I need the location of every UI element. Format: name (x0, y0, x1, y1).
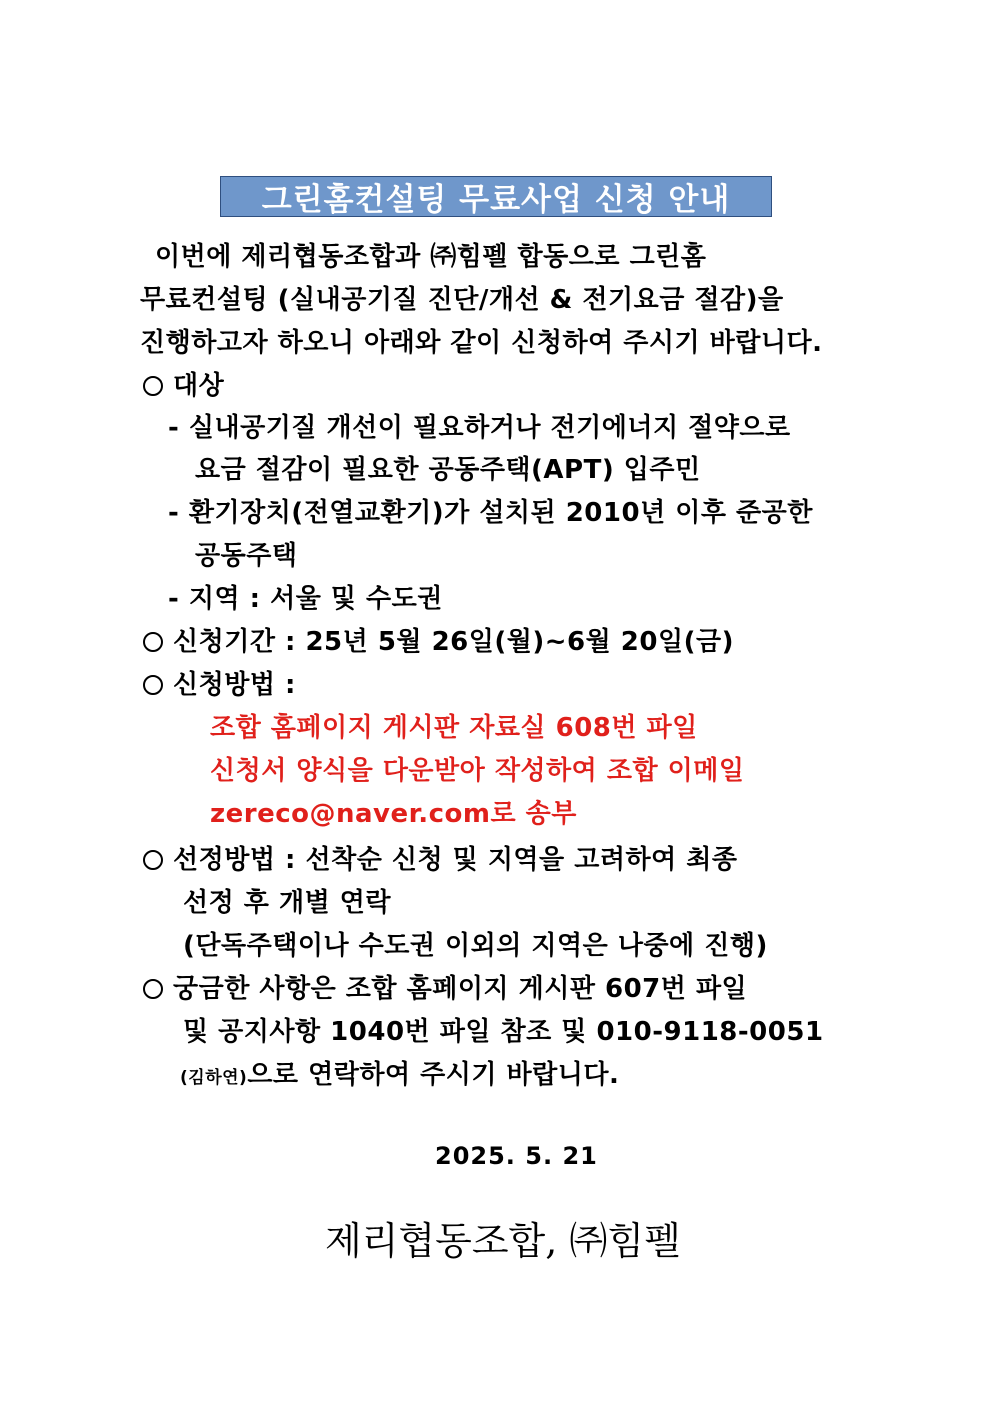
selection-heading: 선정방법 : 선착순 신청 및 지역을 고려하여 최종 (143, 845, 737, 875)
target-item-2: - 환기장치(전열교환기)가 설치된 2010년 이후 준공한 (168, 498, 813, 528)
circle-bullet-icon (143, 675, 163, 695)
signature: 제리협동조합, ㈜힘펠 (325, 1219, 681, 1263)
circle-bullet-icon (143, 632, 163, 652)
method-line-1: 조합 홈페이지 게시판 자료실 608번 파일 (210, 713, 698, 743)
contact-name: (김하연) (180, 1068, 248, 1088)
method-email-line: zereco@naver.com로 송부 (210, 799, 577, 829)
circle-bullet-icon (143, 376, 163, 396)
intro-line-2: 무료컨설팅 (실내공기질 진단/개선 & 전기요금 절감)을 (140, 285, 784, 315)
selection-line-1: 선정 후 개별 연락 (183, 888, 391, 918)
method-heading: 신청방법 : (143, 670, 296, 700)
inquiry-line-3: (김하연)으로 연락하여 주시기 바랍니다. (180, 1060, 620, 1090)
target-item-2-cont: 공동주택 (195, 541, 298, 571)
circle-bullet-icon (143, 850, 163, 870)
circle-bullet-icon (143, 979, 163, 999)
method-line-2: 신청서 양식을 다운받아 작성하여 조합 이메일 (210, 756, 745, 786)
period-line: 신청기간 : 25년 5월 26일(월)~6월 20일(금) (143, 627, 734, 657)
document-date: 2025. 5. 21 (435, 1142, 598, 1170)
title-banner (220, 176, 772, 217)
target-item-1: - 실내공기질 개선이 필요하거나 전기에너지 절약으로 (168, 413, 791, 443)
page-title: 그린홈컨설팅 무료사업 신청 안내 (261, 182, 731, 218)
target-heading: 대상 (143, 371, 224, 401)
intro-line-1: 이번에 제리협동조합과 ㈜힘펠 합동으로 그린홈 (155, 242, 707, 272)
inquiry-heading: 궁금한 사항은 조합 홈페이지 게시판 607번 파일 (143, 974, 747, 1004)
target-item-1-cont: 요금 절감이 필요한 공동주택(APT) 입주민 (195, 455, 701, 485)
selection-line-2: (단독주택이나 수도권 이외의 지역은 나중에 진행) (183, 931, 768, 961)
intro-line-3: 진행하고자 하오니 아래와 같이 신청하여 주시기 바랍니다. (140, 328, 823, 358)
inquiry-line-2: 및 공지사항 1040번 파일 참조 및 010-9118-0051 (183, 1017, 824, 1047)
target-item-3: - 지역 : 서울 및 수도권 (168, 584, 443, 614)
